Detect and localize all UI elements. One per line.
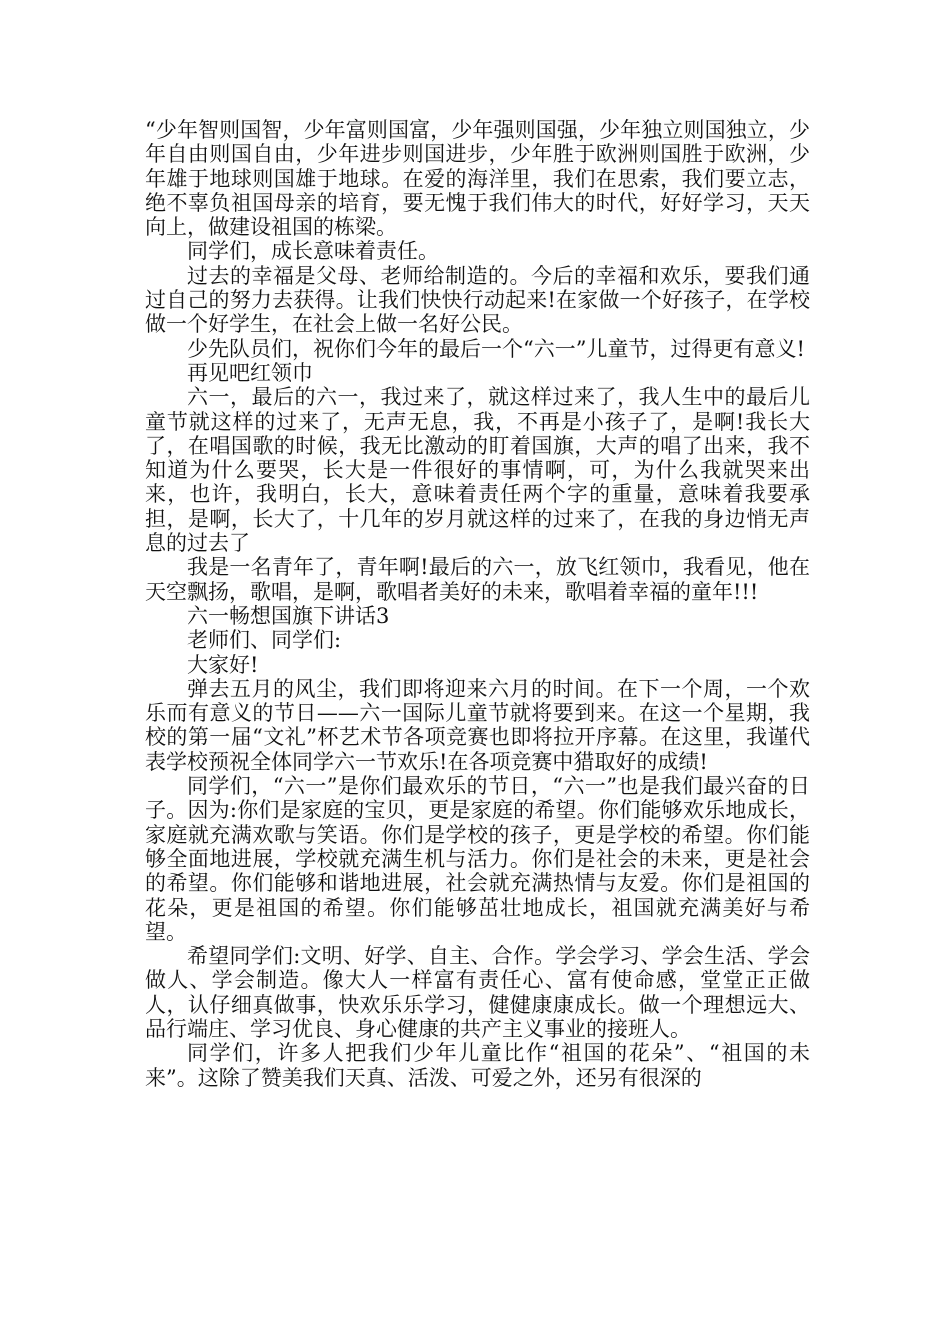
paragraph: 希望同学们:文明、好学、自主、合作。学会学习、学会生活、学会做人、学会制造。像大人一样富有责任心、富有使命感，堂堂正正做人，认仔细真做事，快欢乐乐学习，健健康康成长。做一个理想远大、品行端庄、学习优良、身心健康的共产主义事业的接班人。 [145,944,810,1041]
paragraph: 同学们，成长意味着责任。 [187,239,439,264]
paragraph: 同学们，“六一”是你们最欢乐的节日，“六一”也是我们最兴奋的日子。因为:你们是家庭的宝贝，更是家庭的希望。你们能够欢乐地成长，家庭就充满欢歌与笑语。你们是学校的孩子，更是学校的希望。你们能够全面地进展，学校就充满生机与活力。你们是社会的未来，更是社会的希望。你们能够和谐地进展，社会就充满热情与友爱。你们是祖国的花朵，更是祖国的希望。你们能够茁壮地成长，祖国就充满美好与希望。 [145,774,810,944]
paragraph: “少年智则国智，少年富则国富，少年强则国强，少年独立则国独立，少年自由则国自由，少年进步则国进步，少年胜于欧洲则国胜于欧洲，少年雄于地球则国雄于地球。在爱的海洋里，我们在思索，我们要立志，绝不辜负祖国母亲的培育，要无愧于我们伟大的时代，好好学习，天天向上，做建设祖国的栋梁。 [145,118,810,240]
document-body [145,118,810,1090]
salutation: 老师们、同学们: [187,628,342,653]
section-heading: 再见吧红领巾 [187,360,313,385]
paragraph: 同学们，许多人把我们少年儿童比作“祖国的花朵”、“祖国的未来”。这除了赞美我们天真、活泼、可爱之外，还另有很深的 [145,1041,810,1090]
paragraph: 弹去五月的风尘，我们即将迎来六月的时间。在下一个周，一个欢乐而有意义的节日——六一国际儿童节就将要到来。在这一个星期，我校的第一届“文礼”杯艺术节各项竞赛也即将拉开序幕。在这里，我谨代表学校预祝全体同学六一节欢乐!在各项竞赛中猎取好的成绩! [145,676,810,774]
greeting: 大家好! [187,652,259,677]
section-heading: 六一畅想国旗下讲话3 [187,603,390,628]
paragraph: 我是一名青年了，青年啊!最后的六一，放飞红领巾，我看见，他在天空飘扬，歌唱，是啊，歌唱者美好的未来，歌唱着幸福的童年!!! [145,555,810,604]
paragraph: 少先队员们，祝你们今年的最后一个“六一”儿童节，过得更有意义! [187,336,805,361]
paragraph: 过去的幸福是父母、老师给制造的。今后的幸福和欢乐，要我们通过自己的努力去获得。让我们快快行动起来!在家做一个好孩子，在学校做一个好学生，在社会上做一名好公民。 [145,263,810,337]
paragraph: 六一，最后的六一，我过来了，就这样过来了，我人生中的最后儿童节就这样的过来了，无声无息，我，不再是小孩子了，是啊!我长大了，在唱国歌的时候，我无比激动的盯着国旗，大声的唱了出来，我不知道为什么要哭，长大是一件很好的事情啊，可，为什么我就哭来出来，也许，我明白，长大，意味着责任两个字的重量，意味着我要承担，是啊，长大了，十几年的岁月就这样的过来了，在我的身边悄无声息的过去了 [145,385,810,556]
